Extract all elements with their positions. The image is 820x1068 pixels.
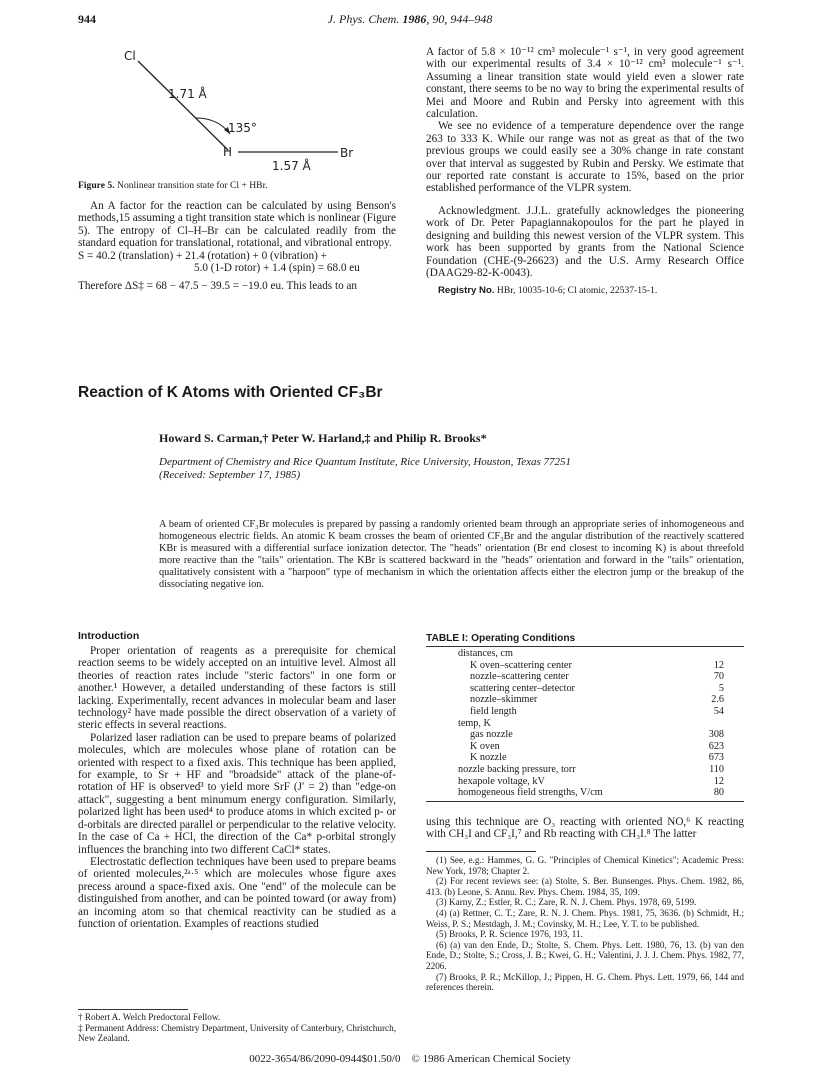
table-row — [458, 648, 724, 660]
figure-5-caption — [78, 180, 396, 191]
footnote-rule-left — [78, 1009, 188, 1010]
intro-paragraph-1: Proper orientation of reagents as a prerequisite for chemical reaction seems to be widely accepted on an intuitive level. Almost all theories of reaction rates include "steric factors" in one form or another.¹ However, a detailed understanding of these factors is still lacking. Experimentally, recent advances in molecular beam and laser technology² have made possible the direct observation of a variety of steric effects in several reactions. — [78, 645, 396, 732]
table-cell-value: 2.6 — [711, 694, 724, 706]
journal-year: 1986 — [402, 12, 427, 26]
table-row — [458, 776, 724, 788]
reference-item: (3) Karny, Z.; Estler, R. C.; Zare, R. N. J. Chem. Phys. 1978, 69, 5199. — [436, 897, 697, 908]
running-header: J. Phys. Chem. 1986, 90, 944–948 — [327, 12, 493, 26]
br-label: Br — [340, 146, 354, 160]
journal-pages: 944–948 — [450, 12, 493, 26]
acknowledgment-paragraph: Acknowledgment. J.J.L. gratefully acknowledges the pioneering work of Dr. Peter Papagiannakopoulos for the part he played in designing and building this newest version of the VLPR system. This work has been supported by grants from the National Science Foundation (CHE-(9-26623) and the U.S. Army Research Office (DAAG29-82-K-0043). — [426, 204, 744, 279]
table-cell-label: scattering center–detector — [470, 682, 575, 694]
journal-name: J. Phys. Chem. — [327, 12, 400, 26]
article-authors: Howard S. Carman,† Peter W. Harland,‡ and Philip R. Brooks* — [159, 431, 487, 445]
footnote: † Robert A. Welch Predoctoral Fellow. — [78, 1012, 221, 1022]
reference-item: (2) For recent reviews see: (a) Stolte, S. Ber. Bunsenges. Phys. Chem. 1982, 86, 413. (b) Leone, S. Annu. Rev. Phys. Chem. 1984, 35, 109. — [426, 876, 744, 897]
table-cell-value: 70 — [713, 671, 724, 683]
registry-text: HBr, 10035-10-6; Cl atomic, 22537-15-1. — [496, 285, 658, 297]
table-cell-label: K nozzle — [470, 752, 507, 764]
table-row — [458, 671, 724, 683]
references-list — [426, 855, 744, 993]
delta-s-paragraph: Therefore ΔS‡ = 68 − 47.5 − 39.5 = −19.0 eu. This leads to an — [78, 280, 358, 293]
article-abstract: A beam of oriented CF₃Br molecules is prepared by passing a randomly oriented beam through an appropriate series of inhomogeneous and homogeneous electric fields. An atomic K beam crosses the beam of oriented CF₃Br and the angular distribution of the reactively scattered KBr is measured with a differential surface ionization detector. The "heads" orientation (Br end closest to incoming K) is about threefold more reactive than the "tails" orientation. The KBr is scattered backward in the "heads" orientation and forward in the "tails" orientation, qualitatively consistent with a "harpoon" type of mechanism in which the orientation affects either the electron jump or the breakup of the dissociating negative ion. — [159, 519, 744, 590]
bond-length-cl-h: 1.71 Å — [168, 87, 207, 101]
entropy-paragraph: An A factor for the reaction can be calculated by using Benson's methods,15 assuming a tight transition state which is nonlinear (Figure 5). The entropy of Cl–H–Br can be calculated readily from the standard equation for translational, rotational, and vibrational entropy. — [78, 200, 396, 250]
table-row — [458, 741, 724, 753]
table-cell-label: gas nozzle — [470, 729, 513, 741]
intro-paragraph-2: Polarized laser radiation can be used to prepare beams of polarized molecules, which are molecules whose plane of rotation can be oriented with respect to a fixed axis. This technique has been applied, for example, to Sr + HF and "broadside" attack of the plane-of-rotation of HF is observed³ to yield more SrF (J′ = 2) than "edge-on attack", suggesting a bent minumum energy configuration. Similarly, polarized light has been used⁴ to produce atoms in which excited p- or d-orbitals are directed parallel or perpendicular to the relative velocity. In the case of Ca + HCl, the direction of the Ca* p-orbital strongly influences the branching into two different CaCl* states. — [78, 731, 396, 856]
reference-item: (1) See, e.g.: Hammes, G. G. "Principles of Chemical Kinetics"; Academic Press: New York, 1978; Chapter 2. — [426, 855, 744, 876]
table-cell-value: 80 — [713, 787, 724, 799]
table-row — [458, 694, 724, 706]
table-cell-value — [699, 718, 724, 730]
table-1-title: TABLE I: Operating Conditions — [426, 633, 576, 644]
entropy-equation-line-1: S = 40.2 (translation) + 21.4 (rotation) + 0 (vibration) + — [78, 249, 327, 262]
table-cell-label: homogeneous field strengths, V/cm — [458, 787, 603, 799]
footnote-rule-right — [426, 851, 536, 852]
operating-conditions-table — [458, 648, 724, 799]
reference-item: (7) Brooks, P. R.; McKillop, J.; Pippen, H. G. Chem. Phys. Lett. 1979, 66, 144 and references therein. — [426, 971, 744, 993]
table-cell-label: field length — [470, 705, 517, 717]
h-label: H — [223, 145, 233, 159]
a-factor-paragraph: A factor of 5.8 × 10⁻¹² cm³ molecule⁻¹ s⁻¹, in very good agreement with our experimental results of 3.4 × 10⁻¹² cm³ molecule⁻¹ s⁻¹. Assuming a linear transition state would yield even a slower rate constant, there seems to be no way to bring the experimental results of Mei and Moore and Rubin and Persky into agreement with this calculation. — [426, 46, 744, 121]
table-cell-label: hexapole voltage, kV — [458, 775, 545, 787]
page-number: 944 — [78, 12, 96, 26]
table-row — [458, 729, 724, 741]
cl-h-bond — [138, 61, 228, 150]
table-cell-label: K oven–scattering center — [470, 659, 572, 671]
received-date: (Received: September 17, 1985) — [159, 469, 301, 481]
left-top-text — [78, 200, 396, 293]
right-bottom-text — [426, 816, 744, 841]
bond-length-h-br: 1.57 Å — [272, 159, 311, 173]
reference-item: (6) (a) van den Ende, D.; Stolte, S. Chem. Phys. Lett. 1980, 76, 13. (b) van den Ende, D.; Stolte, S.; Cross, J. B.; Kwei, G. H.; Valentini, J. J. J. Chem. Phys. 1982, 77, 2206. — [426, 939, 744, 971]
table-row — [458, 683, 724, 695]
table-1 — [426, 633, 744, 802]
table-cell-value: 54 — [713, 705, 724, 717]
entropy-equation-line-2: 5.0 (1-D rotor) + 1.4 (spin) = 68.0 eu — [194, 262, 360, 275]
continuation-paragraph: using this technique are O₃ reacting with oriented NO,⁶ K reacting with CH₃I and CF₃I,⁷ and Rb reacting with CH₃I.⁸ The latter — [426, 816, 744, 841]
introduction-heading: Introduction — [78, 630, 140, 642]
table-row — [458, 764, 724, 776]
author-footnotes — [78, 1012, 396, 1044]
table-cell-value: 110 — [709, 763, 724, 775]
table-row — [458, 718, 724, 730]
table-cell-label: nozzle–skimmer — [470, 694, 538, 706]
bond-angle: 135° — [228, 121, 257, 135]
copyright: © 1986 American Chemical Society — [411, 1053, 571, 1065]
intro-paragraph-3: Electrostatic deflection techniques have been used to prepare beams of oriented molecules,²ᵃ·⁵ which are molecules whose figure axes precess around a space-fixed axis. One "end" of the molecule can be distinguished from another, and can be pointed toward (or away from) an incoming atom so that chemical reactivity can be studied as a function of orientation. Examples of reactions studied — [78, 855, 396, 930]
figure-5-caption-label: Figure 5. — [78, 180, 115, 191]
table-cell-label: distances, cm — [458, 648, 513, 659]
journal-volume: 90 — [432, 12, 445, 26]
issn-code: 0022-3654/86/2090-0944$01.50/0 — [249, 1053, 401, 1065]
cl-label: Cl — [124, 49, 136, 63]
table-cell-value: 12 — [713, 775, 724, 787]
table-cell-label: temp, K — [458, 717, 491, 729]
article-affiliation — [159, 456, 719, 482]
table-row — [458, 660, 724, 672]
figure-5-diagram — [100, 46, 390, 176]
reference-item: (5) Brooks, P. R. Science 1976, 193, 11. — [436, 929, 583, 940]
registry-numbers — [426, 285, 744, 296]
figure-5-caption-text: Nonlinear transition state for Cl + HBr. — [117, 180, 268, 191]
introduction-section — [78, 630, 396, 930]
reference-item: (4) (a) Rettner, C. T.; Zare, R. N. J. Chem. Phys. 1981, 75, 3636. (b) Schmidt, H.; Weiss, P. S.; Mestdagh, J. M.; Covinsky, M. H.; Lee, Y. T. to be published. — [426, 907, 744, 929]
table-cell-label: nozzle backing pressure, torr — [458, 763, 576, 775]
table-row — [458, 787, 724, 799]
table-row — [458, 706, 724, 718]
table-1-bottom-rule — [426, 801, 744, 802]
affiliation-text: Department of Chemistry and Rice Quantum Institute, Rice University, Houston, Texas 77251 — [159, 456, 572, 468]
angle-arc — [196, 118, 230, 134]
table-cell-value — [699, 648, 724, 660]
page-footer — [0, 1053, 820, 1065]
table-cell-value: 12 — [713, 659, 724, 671]
table-row — [458, 752, 724, 764]
temperature-paragraph: We see no evidence of a temperature dependence over the range 263 to 333 K. While our range was not as great as that of the two previous groups we could easily see a 30% change in rate constant over that interval as suggested by Rubin and Persky. We estimate that our reported rate constant is accurate to 15%, based on the prior established performance of the VLPR system. — [426, 120, 744, 195]
article-title: Reaction of K Atoms with Oriented CF₃Br — [78, 384, 383, 401]
table-cell-label: nozzle–scattering center — [470, 671, 569, 683]
table-cell-value: 5 — [718, 682, 724, 694]
table-cell-value: 623 — [708, 740, 724, 752]
table-cell-value: 673 — [708, 752, 724, 764]
table-cell-value: 308 — [708, 729, 724, 741]
table-cell-label: K oven — [470, 740, 500, 752]
registry-label: Registry No. — [438, 285, 495, 297]
right-top-text — [426, 46, 744, 296]
table-1-top-rule — [426, 646, 744, 647]
footnote: ‡ Permanent Address: Chemistry Department, University of Canterbury, Christchurch, New Zealand. — [78, 1022, 396, 1044]
